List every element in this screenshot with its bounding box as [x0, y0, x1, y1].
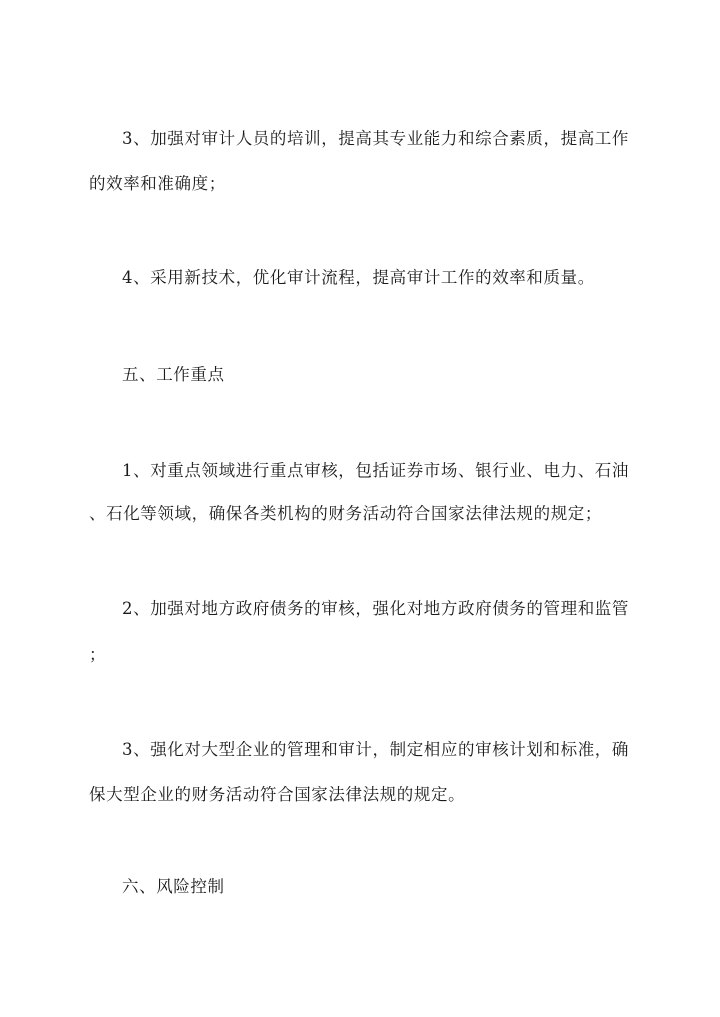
paragraph-line: 保大型企业的财务活动符合国家法律法规的规定。: [89, 785, 466, 804]
section-heading: 五、工作重点: [122, 365, 225, 384]
paragraph-line: 的效率和准确度；: [89, 174, 226, 193]
paragraph-line: 4、采用新技术，优化审计流程，提高审计工作的效率和质量。: [122, 268, 595, 287]
paragraph-line: 3、强化对大型企业的管理和审计，制定相应的审核计划和标准，确: [122, 740, 629, 759]
paragraph-line: 3、加强对审计人员的培训，提高其专业能力和综合素质，提高工作: [122, 129, 629, 148]
section-heading: 六、风险控制: [122, 877, 225, 896]
paragraph-line: ；: [89, 645, 107, 664]
paragraph-line: 、石化等领域，确保各类机构的财务活动符合国家法律法规的规定；: [89, 504, 602, 523]
paragraph-line: 1、对重点领域进行重点审核，包括证券市场、银行业、电力、石油: [122, 461, 629, 480]
paragraph-line: 2、加强对地方政府债务的审核，强化对地方政府债务的管理和监管: [122, 599, 629, 618]
